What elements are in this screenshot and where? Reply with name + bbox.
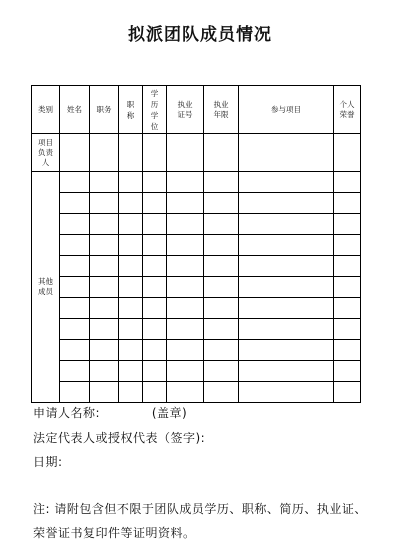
table-cell[interactable] — [204, 277, 239, 298]
table-cell[interactable] — [60, 134, 90, 172]
table-cell[interactable] — [119, 134, 143, 172]
header-license-years — [204, 86, 239, 134]
table-cell[interactable] — [119, 277, 143, 298]
header-professional-title — [119, 86, 143, 134]
table-cell[interactable] — [204, 235, 239, 256]
table-cell[interactable] — [204, 193, 239, 214]
table-cell[interactable] — [60, 193, 90, 214]
table-cell[interactable] — [239, 340, 334, 361]
lead-category-cell — [32, 134, 60, 172]
header-category: 类别 — [32, 86, 60, 134]
table-cell[interactable] — [167, 214, 204, 235]
note-line-2: 荣誉证书复印件等证明资料。 — [33, 526, 196, 540]
table-cell[interactable] — [239, 172, 334, 193]
table-row — [32, 214, 361, 235]
representative-line: 法定代表人或授权代表（签字): — [33, 431, 206, 445]
table-cell[interactable] — [239, 256, 334, 277]
table-cell[interactable] — [90, 361, 119, 382]
table-row — [32, 193, 361, 214]
header-license-years-text: 执业年限 — [213, 99, 229, 119]
table-cell[interactable] — [167, 361, 204, 382]
table-cell[interactable] — [143, 134, 167, 172]
table-cell[interactable] — [60, 277, 90, 298]
header-row — [32, 86, 361, 134]
others-category-label: 其他成员 — [38, 277, 53, 296]
header-projects: 参与项目 — [239, 86, 334, 134]
table-cell[interactable] — [60, 298, 90, 319]
table-cell[interactable] — [90, 134, 119, 172]
table-cell[interactable] — [167, 193, 204, 214]
header-honors-text: 个人荣誉 — [339, 99, 355, 119]
table-cell[interactable] — [334, 361, 361, 382]
team-members-table — [31, 85, 361, 403]
table-cell[interactable] — [239, 235, 334, 256]
table-cell[interactable] — [119, 193, 143, 214]
table-cell[interactable] — [60, 172, 90, 193]
table-row — [32, 298, 361, 319]
table-cell[interactable] — [204, 319, 239, 340]
table-row — [32, 319, 361, 340]
table-cell[interactable] — [143, 298, 167, 319]
table-cell[interactable] — [90, 277, 119, 298]
table-cell[interactable] — [204, 214, 239, 235]
table-cell[interactable] — [204, 361, 239, 382]
table-cell[interactable] — [143, 340, 167, 361]
table-cell[interactable] — [60, 214, 90, 235]
table-cell[interactable] — [167, 235, 204, 256]
table-cell[interactable] — [239, 193, 334, 214]
table-cell[interactable] — [90, 235, 119, 256]
table-cell[interactable] — [90, 340, 119, 361]
table-cell[interactable] — [119, 382, 143, 403]
table-cell[interactable] — [204, 340, 239, 361]
table-cell[interactable] — [239, 214, 334, 235]
header-education — [143, 86, 167, 134]
table-cell[interactable] — [334, 298, 361, 319]
header-license-no-text: 执业证号 — [177, 99, 193, 119]
table-cell[interactable] — [90, 172, 119, 193]
table-cell[interactable] — [90, 298, 119, 319]
table-cell[interactable] — [119, 319, 143, 340]
table-cell[interactable] — [60, 235, 90, 256]
table-cell[interactable] — [90, 382, 119, 403]
table-cell[interactable] — [119, 214, 143, 235]
table-cell[interactable] — [90, 214, 119, 235]
table-cell[interactable] — [119, 298, 143, 319]
table-cell[interactable] — [143, 382, 167, 403]
table-cell[interactable] — [334, 319, 361, 340]
date-line: 日期: — [33, 455, 63, 469]
table-row — [32, 172, 361, 193]
table-cell[interactable] — [60, 256, 90, 277]
table-row — [32, 235, 361, 256]
table-cell[interactable] — [60, 340, 90, 361]
table-cell[interactable] — [334, 172, 361, 193]
table-cell[interactable] — [239, 298, 334, 319]
header-education-text: 学历学位 — [150, 88, 159, 131]
table-cell[interactable] — [119, 361, 143, 382]
table-cell[interactable] — [239, 319, 334, 340]
table-cell[interactable] — [60, 382, 90, 403]
table-cell[interactable] — [204, 256, 239, 277]
header-position: 职务 — [90, 86, 119, 134]
table-row — [32, 277, 361, 298]
header-name: 姓名 — [60, 86, 90, 134]
table-cell[interactable] — [167, 277, 204, 298]
table-cell[interactable] — [334, 235, 361, 256]
header-license-no — [167, 86, 204, 134]
table-cell[interactable] — [60, 319, 90, 340]
table-cell[interactable] — [334, 340, 361, 361]
table-cell[interactable] — [90, 319, 119, 340]
table-cell[interactable] — [334, 193, 361, 214]
table-cell[interactable] — [119, 172, 143, 193]
table-cell[interactable] — [167, 319, 204, 340]
table-cell[interactable] — [167, 340, 204, 361]
table-cell[interactable] — [334, 134, 361, 172]
table-cell[interactable] — [167, 298, 204, 319]
table-row — [32, 340, 361, 361]
table-cell[interactable] — [119, 340, 143, 361]
table-cell[interactable] — [60, 361, 90, 382]
table-cell[interactable] — [167, 134, 204, 172]
table-cell[interactable] — [239, 134, 334, 172]
table-cell[interactable] — [334, 214, 361, 235]
table-row — [32, 256, 361, 277]
table-cell[interactable] — [90, 256, 119, 277]
table-cell[interactable] — [334, 382, 361, 403]
table-cell[interactable] — [239, 277, 334, 298]
table-cell[interactable] — [204, 298, 239, 319]
table-cell[interactable] — [143, 193, 167, 214]
page-title: 拟派团队成员情况 — [128, 25, 272, 45]
table-cell[interactable] — [143, 361, 167, 382]
table-cell[interactable] — [334, 256, 361, 277]
table-cell[interactable] — [90, 193, 119, 214]
table-row — [32, 361, 361, 382]
lead-category-label: 项目负责人 — [38, 137, 53, 167]
table-cell[interactable] — [119, 256, 143, 277]
table-cell[interactable] — [143, 172, 167, 193]
note-line-1: 注: 请附包含但不限于团队成员学历、职称、简历、执业证、 — [33, 502, 367, 516]
table-cell[interactable] — [204, 134, 239, 172]
table-cell[interactable] — [239, 361, 334, 382]
other-members-rows — [32, 172, 361, 403]
table-cell[interactable] — [204, 382, 239, 403]
table-cell[interactable] — [167, 256, 204, 277]
table-cell[interactable] — [204, 172, 239, 193]
table-cell[interactable] — [143, 277, 167, 298]
lead-row — [32, 134, 361, 172]
table-cell[interactable] — [143, 235, 167, 256]
table-cell[interactable] — [334, 277, 361, 298]
table-row — [32, 382, 361, 403]
table-cell[interactable] — [143, 319, 167, 340]
table-cell[interactable] — [143, 256, 167, 277]
header-professional-title-text: 职称 — [126, 99, 135, 120]
table-cell[interactable] — [167, 172, 204, 193]
table-cell[interactable] — [167, 382, 204, 403]
others-category-cell — [32, 172, 60, 403]
header-honors — [334, 86, 361, 134]
table-cell[interactable] — [143, 214, 167, 235]
applicant-line: 申请人名称: (盖章) — [33, 406, 188, 420]
table-cell[interactable] — [239, 382, 334, 403]
table-cell[interactable] — [119, 235, 143, 256]
